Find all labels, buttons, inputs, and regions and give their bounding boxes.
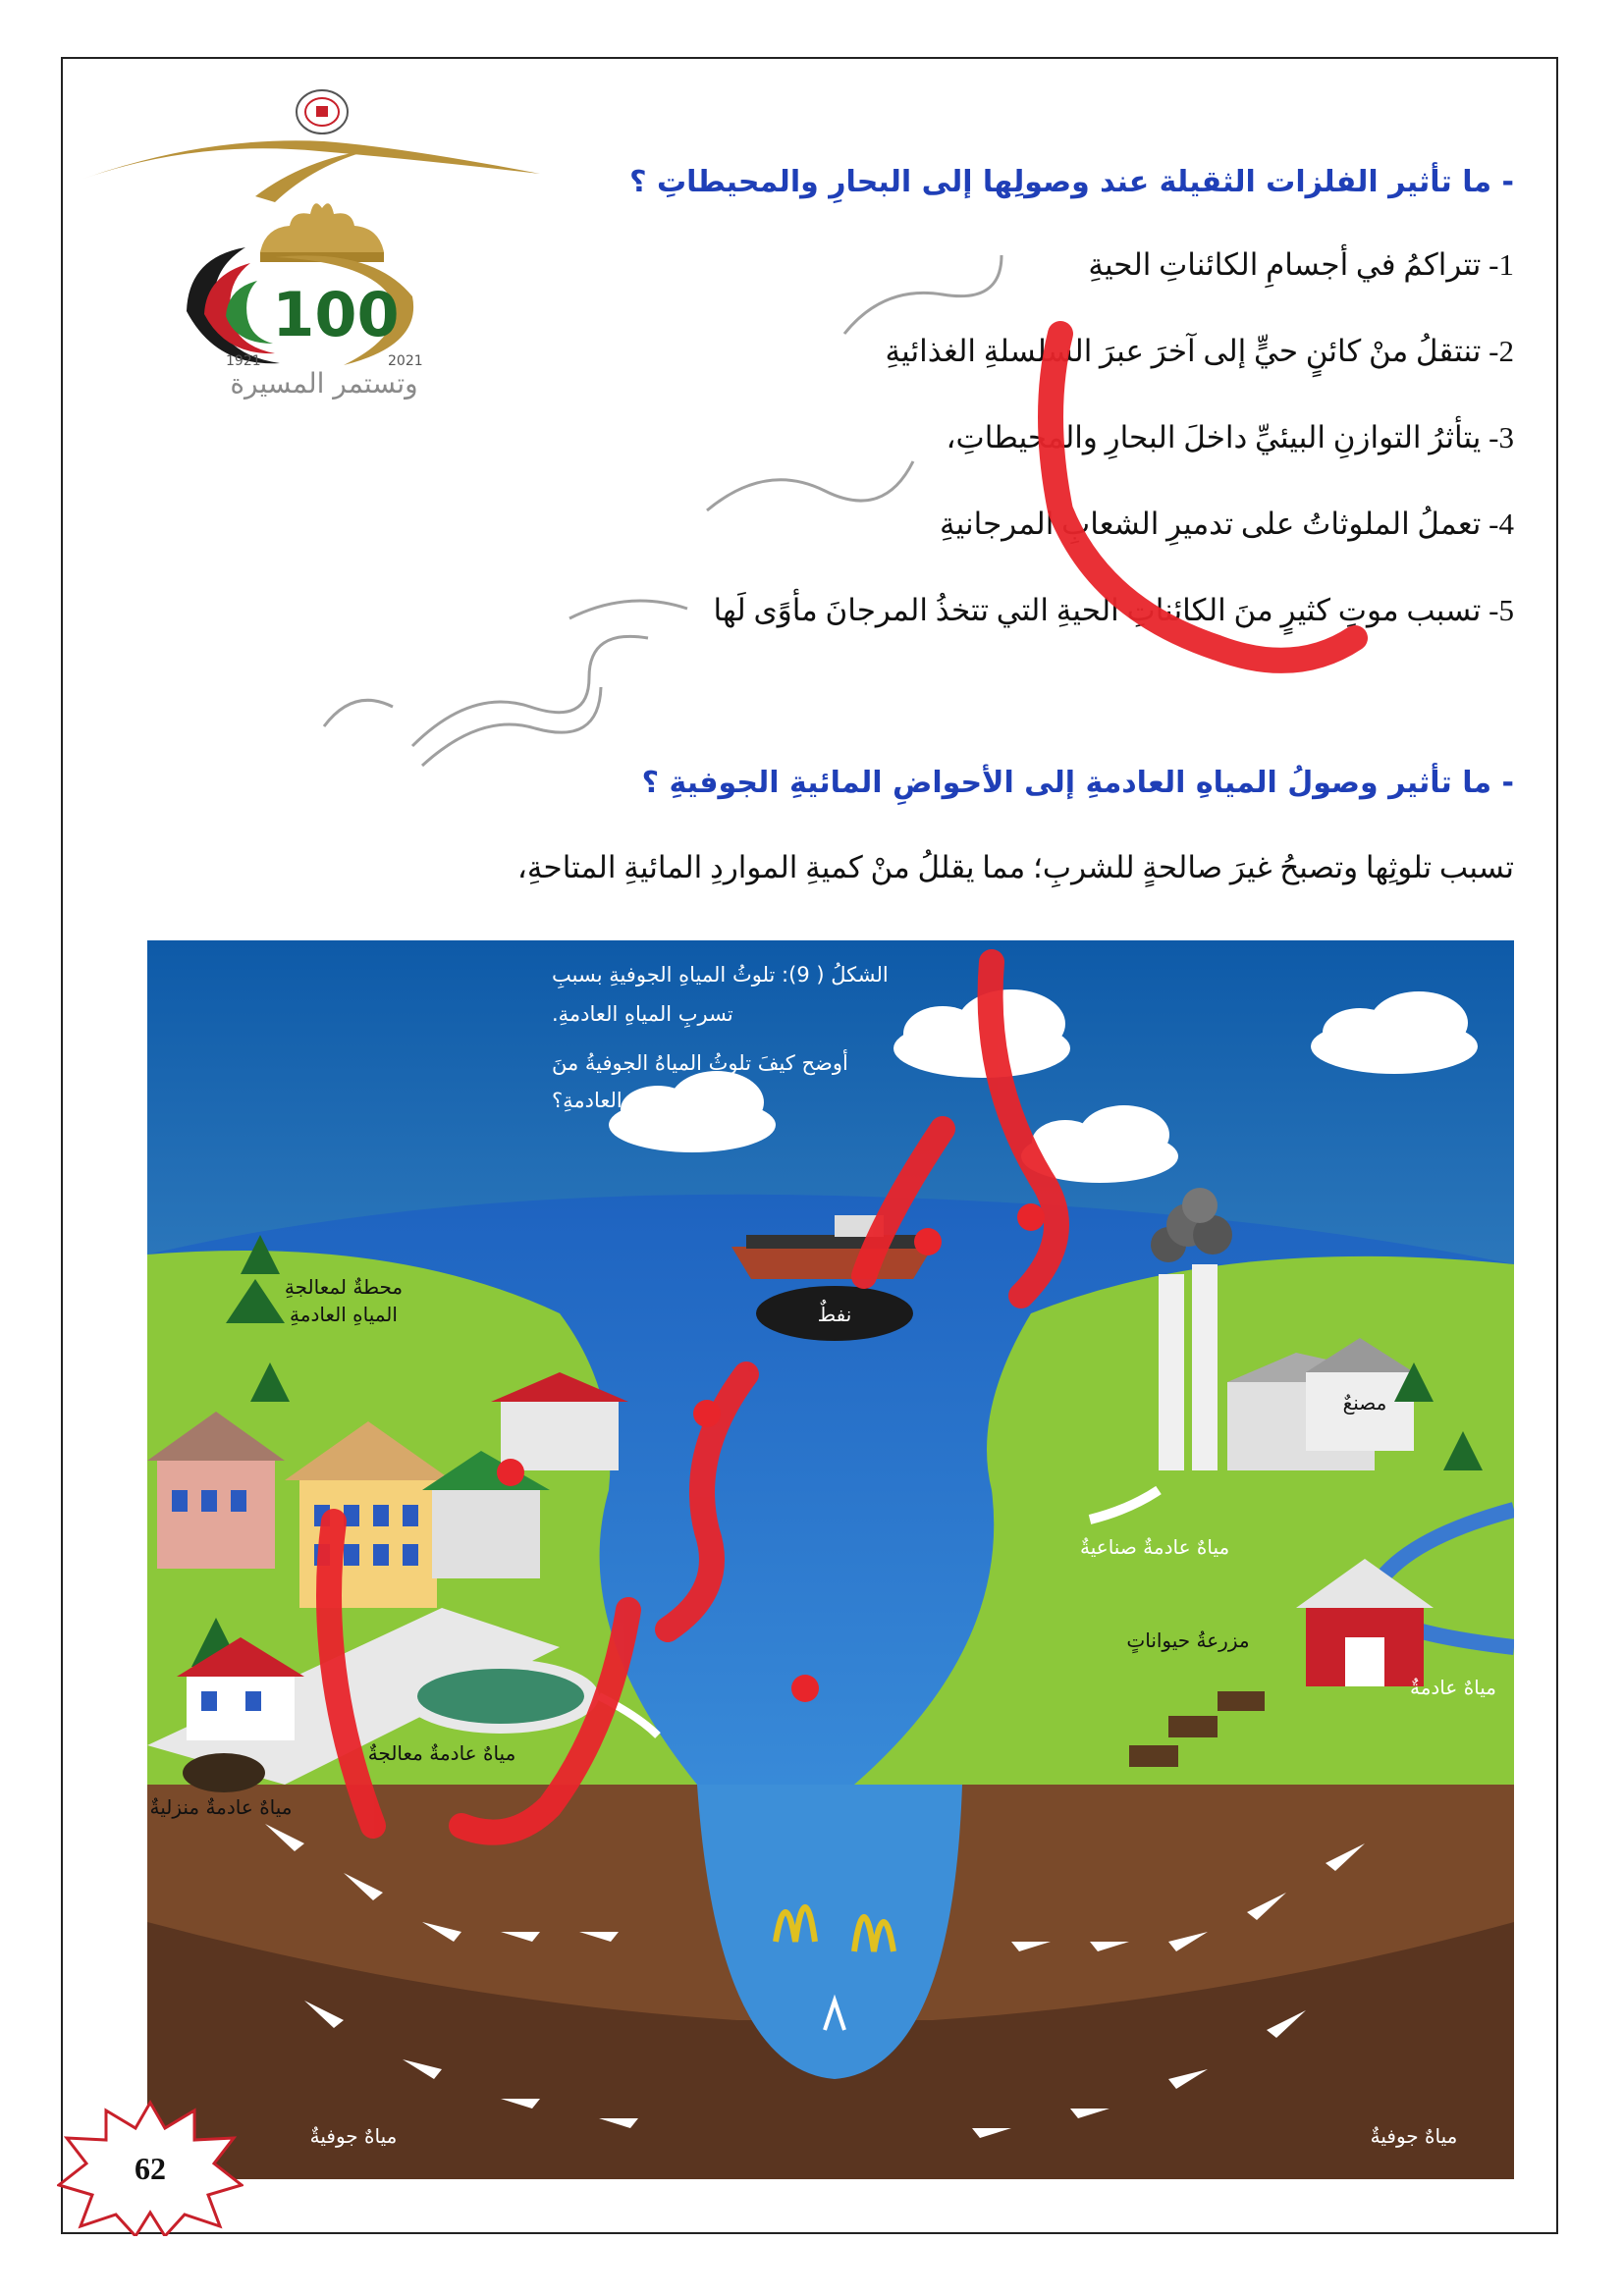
answer-paragraph: تسبب تلوثِها وتصبحُ غيرَ صالحةٍ للشربِ؛ مما يقللُ منْ كميةِ المواردِ المائيةِ المتاحةِ، (516, 850, 1514, 884)
svg-text:مزرعةُ حيواناتٍ: مزرعةُ حيواناتٍ (1126, 1629, 1250, 1652)
svg-text:مياهٌ عادمةٌ معالجةٌ: مياهٌ عادمةٌ معالجةٌ (367, 1741, 516, 1765)
svg-text:مياهٌ عادمةٌ صناعيةٌ: مياهٌ عادمةٌ صناعيةٌ (1080, 1535, 1230, 1559)
svg-text:المياهِ العادمةِ؟: المياهِ العادمةِ؟ (552, 1089, 677, 1112)
answer-item-4: 4- تعملُ الملوثاتُ على تدميرِ الشعابِ المرجانيةِ (940, 507, 1514, 541)
crown-icon (260, 203, 384, 262)
centennial-logo (79, 80, 569, 404)
svg-text:محطةٌ لمعالجةِ: محطةٌ لمعالجةِ (284, 1275, 404, 1299)
septic-tank (183, 1753, 265, 1792)
answer-item-2: 2- تنتقلُ منْ كائنٍ حيٍّ إلى آخرَ عبرَ السلسلةِ الغذائيةِ (885, 334, 1514, 368)
svg-text:مصنعٌ: مصنعٌ (1342, 1391, 1387, 1415)
page-number-badge (57, 2099, 244, 2236)
svg-text:الشكلُ ( 9): تلوثُ المياهِ الج: الشكلُ ( 9): تلوثُ المياهِ الجوفيةِ بسببِ (552, 963, 889, 987)
svg-text:وتستمر المسيرة: وتستمر المسيرة (230, 367, 418, 400)
svg-text:مياهٌ عادمةٌ: مياهٌ عادمةٌ (1409, 1676, 1497, 1699)
question-heading-1: - ما تأثير الفلزات الثقيلة عند وصولِها إلى البحارِ والمحيطاتِ ؟ (629, 165, 1514, 199)
svg-text:2021: 2021 (388, 353, 423, 369)
svg-text:أوضح كيفَ تلوثُ المياهُ الجوفي: أوضح كيفَ تلوثُ المياهُ الجوفيةُ منَ (552, 1051, 848, 1075)
answer-item-3: 3- يتأثرُ التوازنِ البيئيِّ داخلَ البحارِ والمحيطاتِ، (946, 420, 1514, 454)
svg-text:مياهٌ جوفيةٌ: مياهٌ جوفيةٌ (309, 2124, 398, 2148)
royal-seal-icon (297, 90, 348, 133)
groundwater-pollution-figure (147, 940, 1514, 2179)
svg-text:1921: 1921 (226, 353, 261, 369)
svg-text:تسربِ المياهِ العادمةِ.: تسربِ المياهِ العادمةِ. (552, 1002, 733, 1026)
svg-text:نفطٌ: نفطٌ (817, 1303, 852, 1326)
svg-text:مياهٌ جوفيةٌ: مياهٌ جوفيةٌ (1370, 2124, 1458, 2148)
answer-item-1: 1- تتراكمُ في أجسامِ الكائناتِ الحيةِ (1088, 247, 1514, 282)
question-heading-2: - ما تأثير وصولُ المياهِ العادمةِ إلى الأحواضِ المائيةِ الجوفيةِ ؟ (641, 766, 1514, 800)
page-number: 62 (135, 2151, 166, 2186)
svg-text:مياهٌ عادمةٌ منزليةٌ: مياهٌ عادمةٌ منزليةٌ (149, 1795, 293, 1819)
svg-text:المياهِ العادمةِ: المياهِ العادمةِ (290, 1303, 398, 1326)
svg-text:100: 100 (272, 279, 400, 350)
answer-item-5: 5- تسبب موتِ كثيرٍ منَ الكائناتِ الحيةِ التي تتخذُ المرجانَ مأوًى لَها (713, 593, 1514, 627)
